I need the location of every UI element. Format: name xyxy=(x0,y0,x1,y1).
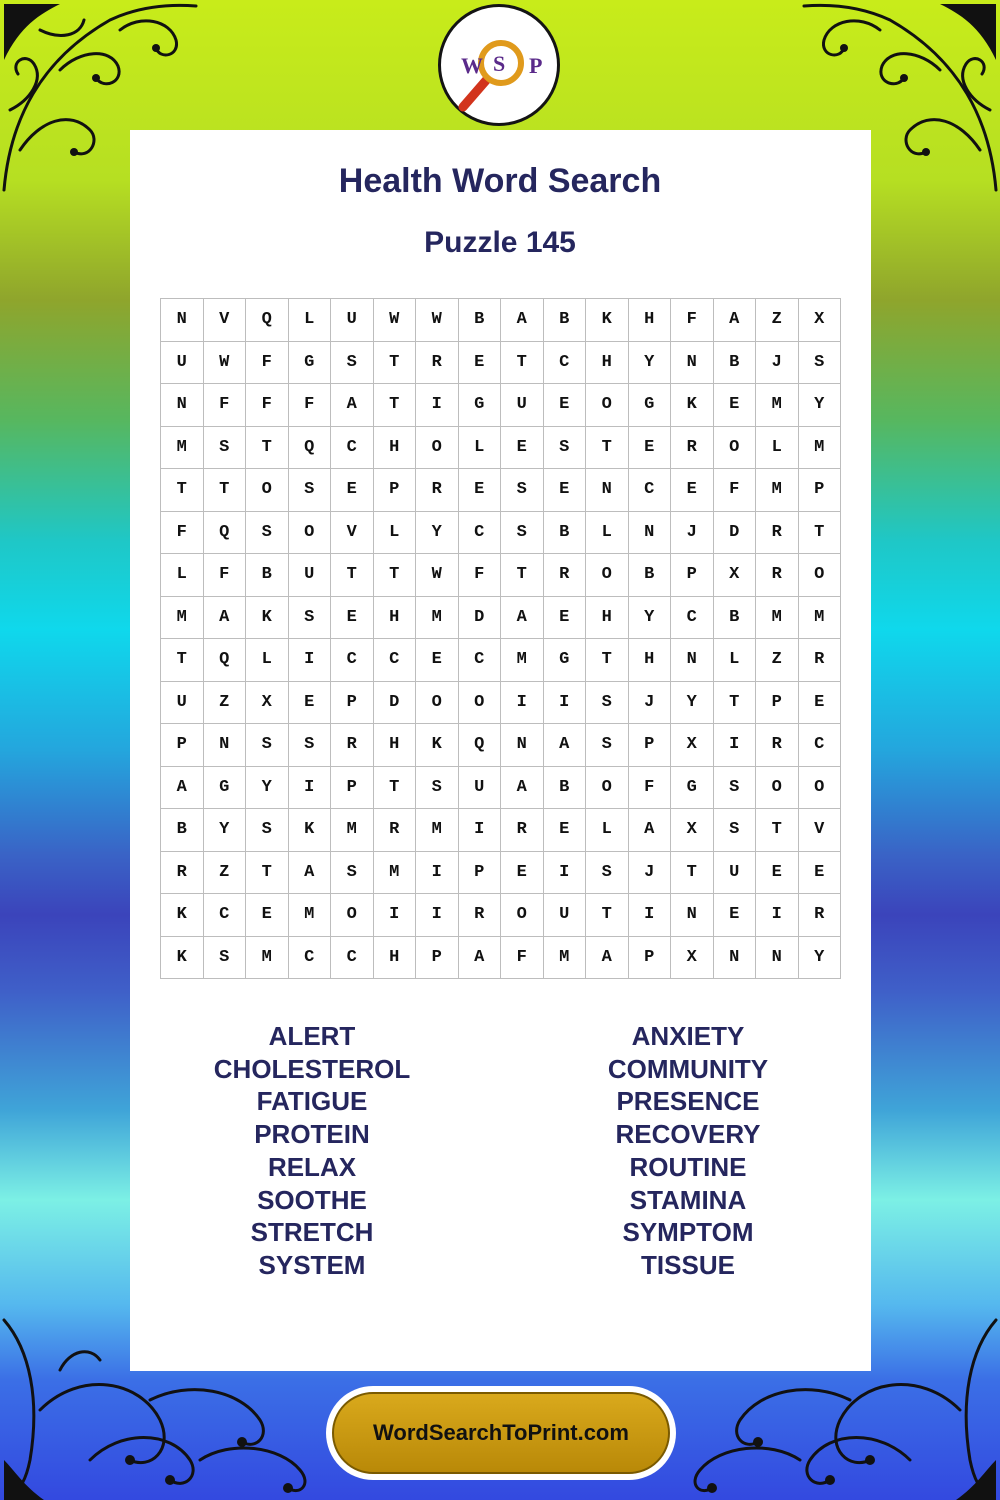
grid-cell[interactable]: E xyxy=(756,852,799,895)
grid-cell[interactable]: L xyxy=(756,427,799,470)
grid-cell[interactable]: A xyxy=(204,597,247,640)
logo-letter-s: S xyxy=(493,51,506,76)
grid-cell[interactable]: E xyxy=(501,852,544,895)
grid-cell[interactable]: V xyxy=(799,809,842,852)
grid-cell[interactable]: P xyxy=(416,937,459,980)
grid-cell[interactable]: B xyxy=(161,809,204,852)
grid-cell[interactable]: T xyxy=(331,554,374,597)
grid-cell[interactable]: X xyxy=(671,724,714,767)
grid-cell[interactable]: Y xyxy=(416,512,459,555)
letter-grid xyxy=(160,298,841,979)
grid-cell[interactable]: N xyxy=(629,512,672,555)
grid-cell[interactable]: I xyxy=(756,894,799,937)
grid-cell[interactable]: I xyxy=(544,852,587,895)
grid-cell[interactable]: R xyxy=(671,427,714,470)
word-list-left xyxy=(162,1020,462,1282)
word-list-item: RECOVERY xyxy=(615,1119,761,1150)
word-list-item: SOOTHE xyxy=(257,1184,367,1215)
grid-cell[interactable]: H xyxy=(374,427,417,470)
grid-cell[interactable]: P xyxy=(629,724,672,767)
grid-cell[interactable]: E xyxy=(331,597,374,640)
grid-cell[interactable]: L xyxy=(586,809,629,852)
grid-cell[interactable]: N xyxy=(671,639,714,682)
grid-cell[interactable]: T xyxy=(246,852,289,895)
grid-cell[interactable]: G xyxy=(204,767,247,810)
grid-cell[interactable]: P xyxy=(756,682,799,725)
grid-cell[interactable]: F xyxy=(671,299,714,342)
grid-cell[interactable]: E xyxy=(544,597,587,640)
grid-cell[interactable]: Y xyxy=(671,682,714,725)
grid-cell[interactable]: A xyxy=(501,299,544,342)
grid-cell[interactable]: R xyxy=(501,809,544,852)
grid-cell[interactable]: W xyxy=(416,299,459,342)
grid-cell[interactable]: N xyxy=(161,384,204,427)
grid-cell[interactable]: H xyxy=(374,937,417,980)
grid-cell[interactable]: M xyxy=(756,597,799,640)
grid-cell[interactable]: E xyxy=(799,852,842,895)
grid-cell[interactable]: O xyxy=(416,427,459,470)
grid-cell[interactable]: T xyxy=(714,682,757,725)
grid-cell[interactable]: J xyxy=(671,512,714,555)
grid-cell[interactable]: L xyxy=(246,639,289,682)
grid-cell[interactable]: Y xyxy=(246,767,289,810)
grid-cell[interactable]: F xyxy=(204,554,247,597)
grid-cell[interactable]: L xyxy=(161,554,204,597)
grid-cell[interactable]: E xyxy=(714,384,757,427)
grid-cell[interactable]: M xyxy=(756,469,799,512)
grid-cell[interactable]: A xyxy=(161,767,204,810)
grid-cell[interactable]: R xyxy=(544,554,587,597)
grid-cell[interactable]: E xyxy=(544,384,587,427)
grid-cell[interactable]: T xyxy=(586,639,629,682)
grid-cell[interactable]: G xyxy=(459,384,502,427)
grid-cell[interactable]: Y xyxy=(629,342,672,385)
grid-cell[interactable]: E xyxy=(246,894,289,937)
grid-cell[interactable]: B xyxy=(459,299,502,342)
grid-cell[interactable]: T xyxy=(246,427,289,470)
wsp-logo xyxy=(438,4,560,126)
grid-cell[interactable]: O xyxy=(799,554,842,597)
grid-cell[interactable]: F xyxy=(714,469,757,512)
grid-cell[interactable]: T xyxy=(374,767,417,810)
grid-cell[interactable]: S xyxy=(586,852,629,895)
grid-cell[interactable]: C xyxy=(459,512,502,555)
grid-cell[interactable]: S xyxy=(289,597,332,640)
grid-cell[interactable]: S xyxy=(416,767,459,810)
grid-cell[interactable]: D xyxy=(374,682,417,725)
grid-cell[interactable]: E xyxy=(629,427,672,470)
word-list-item: STAMINA xyxy=(629,1184,747,1215)
grid-cell[interactable]: X xyxy=(799,299,842,342)
grid-cell[interactable]: B xyxy=(544,299,587,342)
grid-cell[interactable]: H xyxy=(629,639,672,682)
grid-cell[interactable]: T xyxy=(756,809,799,852)
grid-cell[interactable]: N xyxy=(501,724,544,767)
grid-cell[interactable]: U xyxy=(161,682,204,725)
grid-cell[interactable]: V xyxy=(331,512,374,555)
website-label[interactable]: WordSearchToPrint.com xyxy=(332,1392,670,1474)
grid-cell[interactable]: X xyxy=(246,682,289,725)
grid-cell[interactable]: X xyxy=(671,937,714,980)
grid-cell[interactable]: F xyxy=(459,554,502,597)
magnifier-icon xyxy=(441,7,557,123)
grid-cell[interactable]: O xyxy=(246,469,289,512)
grid-cell[interactable]: S xyxy=(544,427,587,470)
grid-cell[interactable]: Y xyxy=(799,384,842,427)
grid-cell[interactable]: I xyxy=(714,724,757,767)
grid-cell[interactable]: M xyxy=(246,937,289,980)
grid-cell[interactable]: Y xyxy=(799,937,842,980)
grid-cell[interactable]: O xyxy=(289,512,332,555)
grid-cell[interactable]: L xyxy=(459,427,502,470)
grid-cell[interactable]: Z xyxy=(756,639,799,682)
grid-cell[interactable]: T xyxy=(501,554,544,597)
grid-cell[interactable]: P xyxy=(629,937,672,980)
grid-cell[interactable]: F xyxy=(161,512,204,555)
grid-cell[interactable]: O xyxy=(756,767,799,810)
grid-cell[interactable]: S xyxy=(586,682,629,725)
grid-cell[interactable]: C xyxy=(629,469,672,512)
word-list-item: ANXIETY xyxy=(631,1021,745,1051)
grid-cell[interactable]: S xyxy=(289,469,332,512)
grid-cell[interactable]: C xyxy=(331,937,374,980)
grid-cell[interactable]: T xyxy=(374,554,417,597)
grid-cell[interactable]: W xyxy=(416,554,459,597)
grid-cell[interactable]: M xyxy=(416,809,459,852)
grid-cell[interactable]: Q xyxy=(289,427,332,470)
grid-cell[interactable]: R xyxy=(756,724,799,767)
grid-cell[interactable]: O xyxy=(331,894,374,937)
page-title: Health Word Search xyxy=(338,162,662,200)
grid-cell[interactable]: Z xyxy=(204,852,247,895)
word-list-item: SYMPTOM xyxy=(622,1217,754,1248)
logo-letter-w: W xyxy=(461,53,483,78)
grid-cell[interactable]: S xyxy=(501,512,544,555)
grid-cell[interactable]: H xyxy=(629,299,672,342)
grid-cell[interactable]: R xyxy=(161,852,204,895)
grid-cell[interactable]: A xyxy=(714,299,757,342)
grid-cell[interactable]: O xyxy=(714,427,757,470)
grid-cell[interactable]: M xyxy=(331,809,374,852)
grid-cell[interactable]: S xyxy=(289,724,332,767)
grid-cell[interactable]: E xyxy=(544,469,587,512)
grid-cell[interactable]: P xyxy=(459,852,502,895)
grid-cell[interactable]: S xyxy=(331,852,374,895)
grid-cell[interactable]: C xyxy=(331,427,374,470)
grid-cell[interactable]: T xyxy=(501,342,544,385)
grid-cell[interactable]: H xyxy=(586,597,629,640)
grid-cell[interactable]: L xyxy=(586,512,629,555)
grid-cell[interactable]: T xyxy=(799,512,842,555)
grid-cell[interactable]: I xyxy=(416,894,459,937)
grid-cell[interactable]: K xyxy=(161,894,204,937)
grid-cell[interactable]: A xyxy=(544,724,587,767)
grid-cell[interactable]: B xyxy=(629,554,672,597)
grid-cell[interactable]: O xyxy=(501,894,544,937)
grid-cell[interactable]: B xyxy=(714,597,757,640)
grid-cell[interactable]: F xyxy=(246,384,289,427)
grid-cell[interactable]: E xyxy=(671,469,714,512)
grid-cell[interactable]: S xyxy=(246,724,289,767)
grid-cell[interactable]: G xyxy=(289,342,332,385)
grid-cell[interactable]: A xyxy=(586,937,629,980)
grid-cell[interactable]: T xyxy=(161,639,204,682)
grid-cell[interactable]: Q xyxy=(204,512,247,555)
grid-cell[interactable]: W xyxy=(204,342,247,385)
grid-cell[interactable]: I xyxy=(544,682,587,725)
grid-cell[interactable]: Y xyxy=(204,809,247,852)
grid-cell[interactable]: N xyxy=(714,937,757,980)
grid-cell[interactable]: R xyxy=(416,342,459,385)
grid-cell[interactable]: R xyxy=(756,554,799,597)
grid-cell[interactable]: P xyxy=(374,469,417,512)
grid-cell[interactable]: E xyxy=(459,342,502,385)
grid-cell[interactable]: U xyxy=(714,852,757,895)
grid-cell[interactable]: N xyxy=(756,937,799,980)
grid-cell[interactable]: L xyxy=(374,512,417,555)
grid-cell[interactable]: C xyxy=(374,639,417,682)
grid-cell[interactable]: R xyxy=(459,894,502,937)
word-list-item: FATIGUE xyxy=(256,1086,368,1117)
grid-cell[interactable]: I xyxy=(416,384,459,427)
grid-cell[interactable]: U xyxy=(459,767,502,810)
grid-cell[interactable]: A xyxy=(331,384,374,427)
grid-cell[interactable]: M xyxy=(756,384,799,427)
grid-cell[interactable]: C xyxy=(204,894,247,937)
grid-cell[interactable]: N xyxy=(161,299,204,342)
grid-cell[interactable]: U xyxy=(161,342,204,385)
grid-cell[interactable]: M xyxy=(374,852,417,895)
logo-letter-p: P xyxy=(529,53,543,78)
grid-cell[interactable]: Z xyxy=(756,299,799,342)
grid-cell[interactable]: L xyxy=(714,639,757,682)
grid-cell[interactable]: Q xyxy=(459,724,502,767)
grid-cell[interactable]: A xyxy=(501,767,544,810)
grid-cell[interactable]: R xyxy=(756,512,799,555)
grid-cell[interactable]: D xyxy=(714,512,757,555)
grid-cell[interactable]: G xyxy=(629,384,672,427)
grid-cell[interactable]: T xyxy=(374,342,417,385)
grid-cell[interactable]: J xyxy=(629,682,672,725)
grid-cell[interactable]: E xyxy=(289,682,332,725)
grid-cell[interactable]: M xyxy=(799,597,842,640)
grid-cell[interactable]: F xyxy=(501,937,544,980)
grid-cell[interactable]: H xyxy=(374,724,417,767)
grid-cell[interactable]: M xyxy=(544,937,587,980)
grid-cell[interactable]: H xyxy=(586,342,629,385)
grid-cell[interactable]: N xyxy=(671,342,714,385)
grid-cell[interactable]: U xyxy=(544,894,587,937)
grid-cell[interactable]: V xyxy=(204,299,247,342)
grid-cell[interactable]: I xyxy=(289,639,332,682)
grid-cell[interactable]: P xyxy=(799,469,842,512)
grid-cell[interactable]: Z xyxy=(204,682,247,725)
grid-cell[interactable]: Y xyxy=(629,597,672,640)
grid-cell[interactable]: M xyxy=(799,427,842,470)
grid-cell[interactable]: P xyxy=(161,724,204,767)
grid-cell[interactable]: B xyxy=(544,767,587,810)
grid-cell[interactable]: S xyxy=(246,512,289,555)
grid-cell[interactable]: J xyxy=(629,852,672,895)
grid-cell[interactable]: C xyxy=(289,937,332,980)
grid-cell[interactable]: O xyxy=(586,384,629,427)
grid-cell[interactable]: K xyxy=(671,384,714,427)
grid-cell[interactable]: J xyxy=(756,342,799,385)
grid-cell[interactable]: M xyxy=(501,639,544,682)
grid-cell[interactable]: A xyxy=(289,852,332,895)
grid-cell[interactable]: M xyxy=(416,597,459,640)
puzzle-number: Puzzle 145 xyxy=(424,226,576,259)
grid-cell[interactable]: E xyxy=(544,809,587,852)
grid-cell[interactable]: S xyxy=(799,342,842,385)
grid-cell[interactable]: M xyxy=(161,427,204,470)
grid-cell[interactable]: H xyxy=(374,597,417,640)
grid-cell[interactable]: S xyxy=(586,724,629,767)
grid-cell[interactable]: K xyxy=(289,809,332,852)
word-list-right xyxy=(538,1020,838,1282)
grid-cell[interactable]: I xyxy=(459,809,502,852)
grid-cell[interactable]: N xyxy=(586,469,629,512)
grid-cell[interactable]: M xyxy=(289,894,332,937)
grid-cell[interactable]: S xyxy=(501,469,544,512)
grid-cell[interactable]: E xyxy=(714,894,757,937)
grid-cell[interactable]: T xyxy=(374,384,417,427)
grid-cell[interactable]: I xyxy=(629,894,672,937)
grid-cell[interactable]: P xyxy=(331,682,374,725)
grid-cell[interactable]: I xyxy=(374,894,417,937)
grid-cell[interactable]: T xyxy=(586,894,629,937)
grid-cell[interactable]: E xyxy=(799,682,842,725)
grid-cell[interactable]: G xyxy=(671,767,714,810)
grid-cell[interactable]: I xyxy=(416,852,459,895)
grid-cell[interactable]: O xyxy=(586,554,629,597)
word-list-item: ALERT xyxy=(268,1021,356,1051)
grid-cell[interactable]: E xyxy=(501,427,544,470)
grid-cell[interactable]: W xyxy=(374,299,417,342)
grid-cell[interactable]: B xyxy=(714,342,757,385)
grid-cell[interactable]: E xyxy=(416,639,459,682)
grid-cell[interactable]: U xyxy=(331,299,374,342)
word-list-item: ROUTINE xyxy=(629,1151,747,1182)
grid-cell[interactable]: S xyxy=(204,937,247,980)
grid-cell[interactable]: A xyxy=(629,809,672,852)
grid-cell[interactable]: F xyxy=(629,767,672,810)
grid-cell[interactable]: S xyxy=(204,427,247,470)
word-list-item: STRETCH xyxy=(250,1217,374,1248)
grid-cell[interactable]: N xyxy=(204,724,247,767)
grid-cell[interactable]: F xyxy=(246,342,289,385)
grid-cell[interactable]: S xyxy=(331,342,374,385)
grid-cell[interactable]: I xyxy=(289,767,332,810)
grid-cell[interactable]: A xyxy=(459,937,502,980)
grid-cell[interactable]: C xyxy=(331,639,374,682)
grid-cell[interactable]: M xyxy=(161,597,204,640)
grid-cell[interactable]: U xyxy=(289,554,332,597)
grid-cell[interactable]: O xyxy=(586,767,629,810)
grid-cell[interactable]: D xyxy=(459,597,502,640)
grid-cell[interactable]: S xyxy=(246,809,289,852)
grid-cell[interactable]: X xyxy=(714,554,757,597)
grid-cell[interactable]: T xyxy=(204,469,247,512)
grid-cell[interactable]: C xyxy=(671,597,714,640)
website-button[interactable] xyxy=(326,1386,676,1480)
grid-cell[interactable]: K xyxy=(161,937,204,980)
grid-cell[interactable]: A xyxy=(501,597,544,640)
grid-cell[interactable]: K xyxy=(416,724,459,767)
grid-cell[interactable]: F xyxy=(289,384,332,427)
grid-cell[interactable]: Q xyxy=(204,639,247,682)
grid-cell[interactable]: U xyxy=(501,384,544,427)
grid-cell[interactable]: R xyxy=(331,724,374,767)
grid-cell[interactable]: F xyxy=(204,384,247,427)
grid-cell[interactable]: O xyxy=(459,682,502,725)
grid-cell[interactable]: E xyxy=(459,469,502,512)
grid-cell[interactable]: R xyxy=(799,639,842,682)
grid-cell[interactable]: X xyxy=(671,809,714,852)
grid-cell[interactable]: C xyxy=(544,342,587,385)
grid-cell[interactable]: Q xyxy=(246,299,289,342)
grid-cell[interactable]: O xyxy=(799,767,842,810)
grid-cell[interactable]: C xyxy=(799,724,842,767)
word-list-item: PRESENCE xyxy=(616,1086,760,1117)
grid-cell[interactable]: I xyxy=(501,682,544,725)
grid-cell[interactable]: K xyxy=(246,597,289,640)
word-list-item: COMMUNITY xyxy=(607,1053,769,1084)
grid-cell[interactable]: K xyxy=(586,299,629,342)
grid-cell[interactable]: E xyxy=(331,469,374,512)
grid-cell[interactable]: R xyxy=(416,469,459,512)
grid-cell[interactable]: O xyxy=(416,682,459,725)
grid-cell[interactable]: B xyxy=(246,554,289,597)
grid-cell[interactable]: P xyxy=(671,554,714,597)
word-list-item: RELAX xyxy=(267,1151,357,1182)
word-list-item: CHOLESTEROL xyxy=(213,1053,411,1084)
grid-cell[interactable]: R xyxy=(374,809,417,852)
grid-cell[interactable]: N xyxy=(671,894,714,937)
grid-cell[interactable]: T xyxy=(671,852,714,895)
grid-cell[interactable]: B xyxy=(544,512,587,555)
grid-cell[interactable]: L xyxy=(289,299,332,342)
grid-cell[interactable]: S xyxy=(714,767,757,810)
grid-cell[interactable]: C xyxy=(459,639,502,682)
word-list-item: TISSUE xyxy=(641,1249,735,1280)
word-list-item: SYSTEM xyxy=(258,1249,366,1280)
word-list-item: PROTEIN xyxy=(254,1119,370,1150)
grid-cell[interactable]: T xyxy=(586,427,629,470)
grid-cell[interactable]: S xyxy=(714,809,757,852)
grid-cell[interactable]: P xyxy=(331,767,374,810)
grid-cell[interactable]: R xyxy=(799,894,842,937)
grid-cell[interactable]: G xyxy=(544,639,587,682)
grid-cell[interactable]: T xyxy=(161,469,204,512)
